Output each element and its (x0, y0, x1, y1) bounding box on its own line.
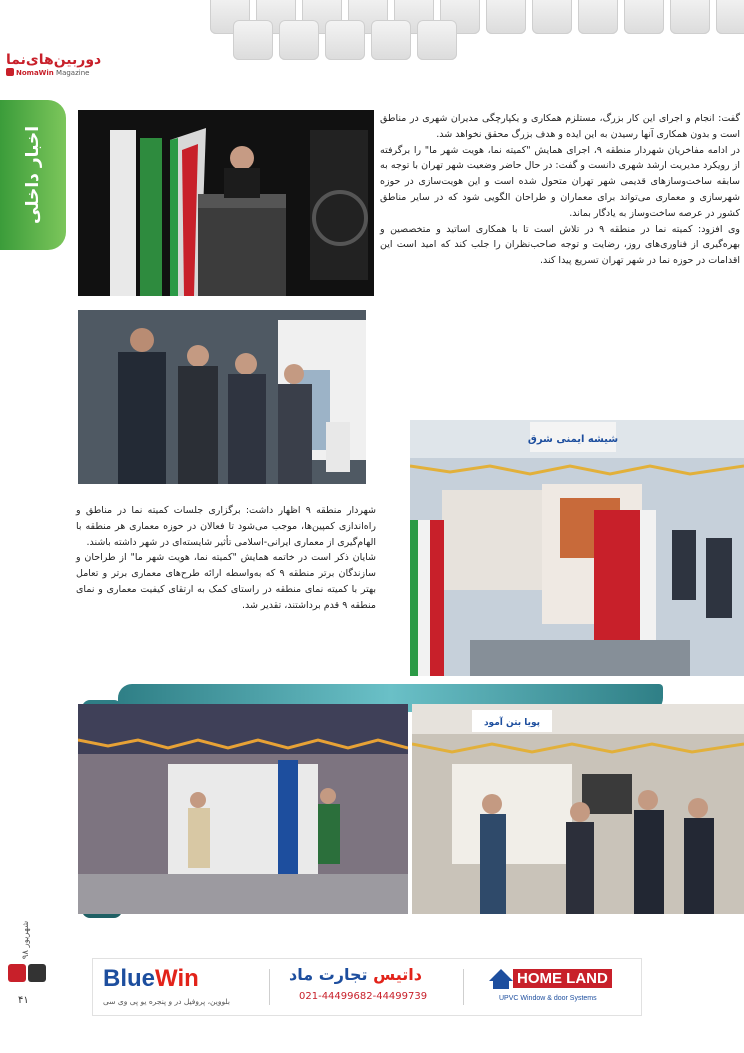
datis-phone: 021-44499682-44499739 (299, 991, 428, 1002)
article-paragraph: در ادامه مفاخریان شهردار منطقه ۹، اجرای همایش "کمیته نما، هویت شهر ما" را برگرفته از رویکرد مدیریت ارشد شهری دانست و گفت: در حال حاضر وضعیت شهر تهران با توجه به سابقه ساخت‌وسازهای قدیمی شهر تهران متحول شده است و این هویت‌سازی در حوزه شهرسازی و معماری می‌تواند برای معماران و طراحان الگویی شود که در سایر مناطق کشور در عرصه ساخت‌وساز به یادگار بماند. (380, 144, 740, 219)
booth2-sign-text: پویا بتن آمود (483, 718, 541, 728)
article-paragraph: شایان ذکر است در خاتمه همایش "کمیته نما، هویت شهر ما" از طراحان و سازندگان برتر منطقه ۹ که به‌واسطه ارائه طرح‌های معماری برتر و تعامل بهتر با کمیته نمای منطقه در راستای کمک به ارتقای کیفیت معماری و نمای منطقه ۹ قدم برداشتند، تقدیر شد. (76, 552, 376, 611)
photo-exhibition-hall (78, 704, 408, 914)
datis-logo: داتیس تجارت ماد (289, 965, 422, 984)
magazine-logo (6, 52, 166, 82)
ad-divider (463, 969, 464, 1005)
ad-bluewin (93, 959, 263, 1015)
homeland-tagline: UPVC Window & door Systems (499, 995, 597, 1002)
article-paragraph: وی افزود: کمیته نما در منطقه ۹ در تلاش است تا با همکاری اساتید و متخصصین و بهره‌گیری از فناوری‌های روز، رضایت و توجه صاحب‌نظران را جلب کند که امید است این اقدامات در حوزه نما در شهر تهران تسریع پیدا کند. (380, 223, 740, 267)
house-icon (487, 967, 515, 991)
photo-officials-visit (78, 310, 366, 484)
magazine-corner-logo (6, 960, 50, 986)
logo-english: NomaWin Magazine (16, 69, 90, 77)
homeland-logo: HOME LAND (513, 969, 612, 988)
photo-booth-illustration (410, 420, 744, 676)
article-left-column (76, 503, 376, 614)
photo-booth2-illustration (412, 704, 744, 914)
ad-homeland (469, 959, 641, 1015)
photo-booth-flag (410, 420, 744, 676)
ad-datis (275, 959, 455, 1015)
article-right-column (380, 111, 740, 269)
bluewin-tagline: بلووین، پروفیل در و پنجره یو پی وی سی (103, 997, 230, 1006)
photo-speaker-illustration (78, 110, 374, 296)
photo-officials-booth (412, 704, 744, 914)
logo-mark-icon (6, 68, 14, 76)
logo-persian: دوربین‌های‌نما (6, 52, 102, 68)
issue-date-label: شهریور ۹۸ (21, 920, 31, 960)
photo-hall-illustration (78, 704, 408, 914)
section-tab-label: اخبار داخلی (23, 125, 43, 225)
advertisement-strip (92, 958, 642, 1016)
photo-speaker-podium (78, 110, 374, 296)
page-number: ۴۱ (18, 995, 29, 1006)
article-paragraph: گفت: انجام و اجرای این کار بزرگ، مستلزم همکاری و یکپارچگی مدیران شهری در مناطق است و بدون همکاری آنها رسیدن به این ایده و هدف بزرگ محقق نخواهد شد. (380, 113, 740, 140)
section-tab (0, 100, 66, 250)
ad-divider (269, 969, 270, 1005)
header-decorative-tiles (210, 0, 744, 60)
bluewin-logo: BlueWin (103, 965, 199, 992)
magazine-mark-icon (6, 960, 50, 986)
photo-officials-illustration (78, 310, 366, 484)
article-paragraph: شهردار منطقه ۹ اظهار داشت: برگزاری جلسات کمیته نما در مناطق و راه‌اندازی کمپین‌ها، موجب می‌شود تا فعالان در حوزه معماری هر منطقه با الهام‌گیری از معماری ایرانی-اسلامی تأثیر شایسته‌ای در شهر داشته باشند. (76, 505, 376, 548)
booth-sign-text: شیشه ایمنی شرق (527, 434, 619, 445)
